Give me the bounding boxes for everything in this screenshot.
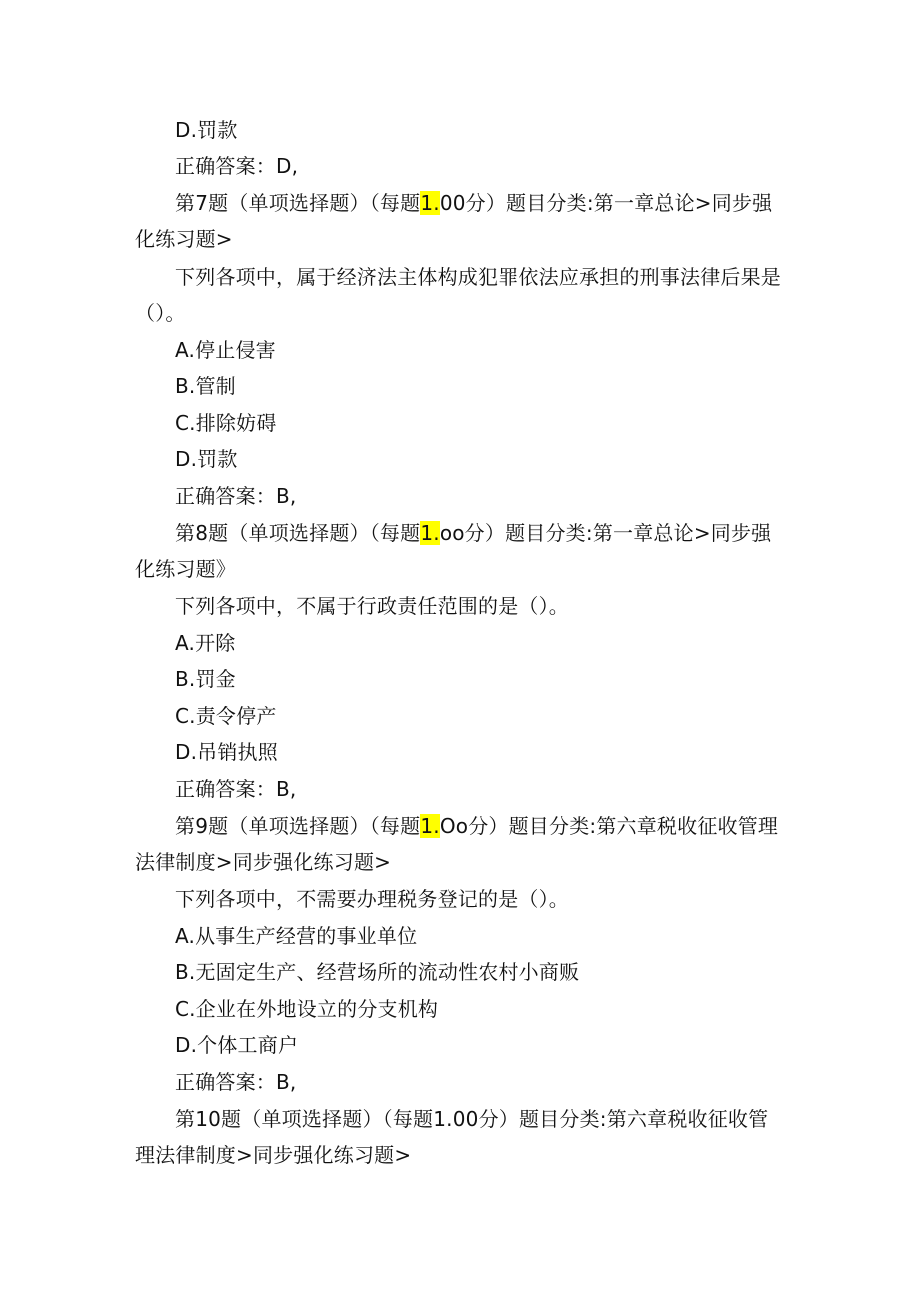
question-header-prefix: 第9题（单项选择题）（每题 bbox=[175, 814, 421, 838]
option-b: B.罚金 bbox=[175, 667, 236, 691]
question-header-continuation: 法律制度>同步强化练习题> bbox=[135, 850, 392, 874]
option-d: D.罚款 bbox=[175, 447, 238, 471]
question-header-rest: 00分）题目分类:第一章总论>同步强 bbox=[439, 191, 773, 215]
question-stem: 下列各项中，不属于行政责任范围的是（）。 bbox=[175, 594, 569, 618]
option-b: B.无固定生产、经营场所的流动性农村小商贩 bbox=[175, 960, 580, 984]
option-b: B.管制 bbox=[175, 374, 236, 398]
correct-answer: 正确答案：B, bbox=[175, 777, 297, 801]
correct-answer: 正确答案：B, bbox=[175, 1070, 297, 1094]
option-c: C.排除妨碍 bbox=[175, 411, 277, 435]
option-c: C.企业在外地设立的分支机构 bbox=[175, 997, 439, 1021]
question-stem-continuation: （）。 bbox=[135, 301, 186, 325]
correct-answer: 正确答案：B, bbox=[175, 484, 297, 508]
question-header-prefix: 第8题（单项选择题）（每题 bbox=[175, 521, 421, 545]
question-header-rest: oo分）题目分类:第一章总论>同步强 bbox=[439, 521, 772, 545]
question-header: 第10题（单项选择题）（每题1.00分）题目分类:第六章税收征收管 bbox=[175, 1107, 769, 1131]
option-d: D.罚款 bbox=[175, 118, 238, 142]
question-header-continuation: 理法律制度>同步强化练习题> bbox=[135, 1143, 412, 1167]
score-highlight: 1. bbox=[420, 191, 440, 215]
score-highlight: 1. bbox=[420, 521, 440, 545]
question-header-continuation: 化练习题> bbox=[135, 227, 233, 251]
option-a: A.开除 bbox=[175, 631, 236, 655]
correct-answer: 正确答案：D, bbox=[175, 154, 299, 178]
question-header-prefix: 第7题（单项选择题）（每题 bbox=[175, 191, 421, 215]
question-header bbox=[175, 188, 772, 218]
question-header bbox=[175, 518, 771, 548]
option-d: D.个体工商户 bbox=[175, 1033, 299, 1057]
question-header-rest: Oo分）题目分类:第六章税收征收管理 bbox=[439, 814, 779, 838]
question-header bbox=[175, 811, 778, 841]
option-c: C.责令停产 bbox=[175, 704, 277, 728]
option-a: A.停止侵害 bbox=[175, 338, 276, 362]
option-a: A.从事生产经营的事业单位 bbox=[175, 924, 418, 948]
score-highlight: 1. bbox=[420, 814, 440, 838]
question-header-continuation: 化练习题》 bbox=[135, 557, 236, 581]
question-stem: 下列各项中，不需要办理税务登记的是（）。 bbox=[175, 887, 569, 911]
question-stem: 下列各项中，属于经济法主体构成犯罪依法应承担的刑事法律后果是 bbox=[175, 265, 781, 289]
option-d: D.吊销执照 bbox=[175, 740, 278, 764]
